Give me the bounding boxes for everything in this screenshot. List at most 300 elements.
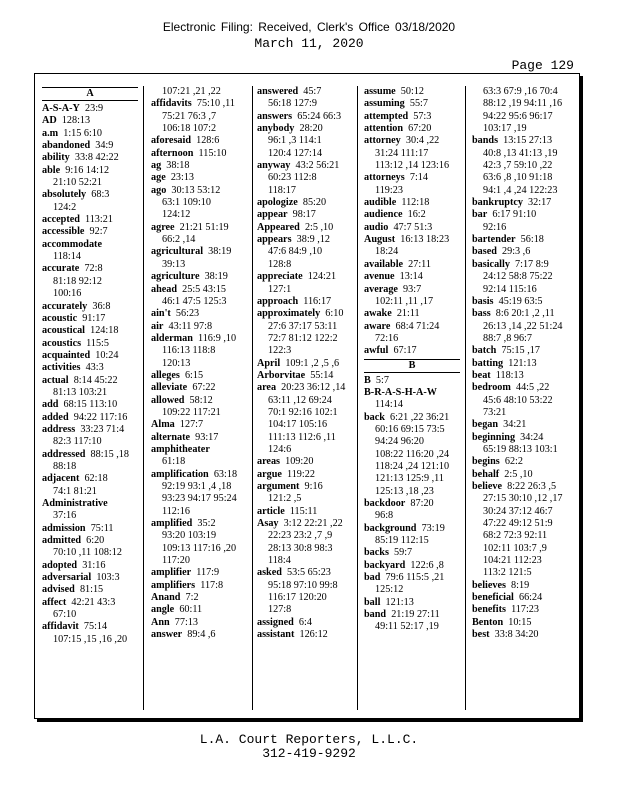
index-term: appears: [257, 234, 292, 246]
page-line-refs: 67:22: [192, 382, 216, 394]
index-term: began: [472, 419, 499, 431]
index-continuation: [257, 345, 353, 357]
page-line-refs: 47:7 51:3: [393, 221, 433, 233]
index-entry: [151, 580, 247, 592]
index-term: accurately: [42, 300, 88, 312]
index-entry: [257, 209, 353, 221]
page-line-refs: 124:2: [53, 201, 77, 213]
footer: [0, 733, 618, 761]
index-entry: [151, 160, 247, 172]
index-term: amplification: [151, 468, 209, 480]
page-line-refs: 74:1 81:21: [53, 485, 97, 497]
index-entry: [42, 140, 138, 152]
index-term: alternate: [151, 431, 191, 443]
index-continuation: [257, 604, 353, 616]
index-entry: [364, 523, 460, 535]
index-continuation: [42, 547, 138, 559]
index-continuation: [364, 510, 460, 522]
page-line-refs: 67:20: [408, 123, 432, 135]
page-line-refs: 88:7 ,8 96:7: [483, 332, 532, 344]
index-entry: [364, 597, 460, 609]
page-line-refs: 72:8: [84, 263, 103, 275]
index-entry: [472, 580, 568, 592]
index-entry: [257, 123, 353, 135]
index-term: accessible: [42, 226, 85, 238]
page-line-refs: 63:6 ,8 ,10 91:18: [483, 172, 553, 184]
index-continuation: [364, 148, 460, 160]
page-line-refs: 125:13 ,18 ,23: [375, 485, 434, 497]
page-line-refs: 42:3 ,7 59:10 ,22: [483, 160, 553, 172]
page-line-refs: 2:5 ,10: [504, 468, 533, 480]
page-line-refs: 128:13: [61, 115, 91, 127]
index-term: ag: [151, 160, 162, 172]
page-line-refs: 92:19 93:1 ,4 ,18: [162, 481, 232, 492]
page-line-refs: 111:13 112:6 ,11: [268, 431, 336, 443]
index-term: April: [257, 357, 281, 369]
page-line-refs: 121:2 ,5: [268, 493, 302, 505]
index-term: based: [472, 246, 497, 258]
index-term: Asay: [257, 518, 279, 530]
index-continuation: [151, 296, 247, 308]
index-continuation: [472, 518, 568, 530]
index-continuation: [364, 584, 460, 596]
page-line-refs: 118:24 ,24 121:10: [375, 460, 450, 472]
page-line-refs: 121:13: [508, 357, 537, 369]
index-entry: [472, 469, 568, 481]
index-term: answers: [257, 110, 293, 122]
page-line-refs: 33:8 42:22: [74, 152, 119, 164]
index-term: bartender: [472, 234, 516, 246]
index-term: add: [42, 399, 59, 411]
index-entry: [42, 535, 138, 547]
page-number: Page 129: [511, 58, 574, 73]
page-line-refs: 92:16: [483, 221, 507, 233]
page-line-refs: 109:13 117:16 ,20: [162, 542, 237, 554]
index-continuation: [472, 333, 568, 345]
page-line-refs: 107:15 ,15 ,16 ,20: [53, 633, 128, 645]
index-entry: [151, 148, 247, 160]
index-entry: [151, 333, 247, 345]
index-continuation: [257, 284, 353, 296]
page-line-refs: 5:7: [375, 374, 389, 386]
index-entry: [257, 506, 353, 518]
index-continuation: [151, 530, 247, 542]
page-line-refs: 128:6: [196, 135, 220, 147]
page-line-refs: 109:22 117:21: [162, 406, 221, 418]
index-entry: [472, 370, 568, 382]
index-term: anybody: [257, 123, 295, 135]
page-line-refs: 21:19 27:11: [391, 609, 440, 621]
page-line-refs: 21:10 52:21: [53, 177, 102, 189]
index-continuation: [42, 177, 138, 189]
index-continuation: [257, 444, 353, 456]
page-line-refs: 27:6 37:17 53:11: [268, 320, 338, 332]
index-continuation: [42, 510, 138, 522]
index-entry: [151, 567, 247, 579]
index-term: absolutely: [42, 189, 87, 201]
index-entry: [257, 481, 353, 493]
index-entry: [364, 111, 460, 123]
index-entry: [472, 592, 568, 604]
page-line-refs: 114:14: [375, 399, 403, 411]
index-continuation: [257, 172, 353, 184]
index-entry: [42, 597, 138, 609]
index-term: background: [364, 522, 417, 534]
page-line-refs: 62:18: [84, 473, 108, 485]
index-term: adopted: [42, 559, 78, 571]
index-term: agricultural: [151, 246, 204, 258]
index-term: bedroom: [472, 382, 511, 394]
index-term: adjacent: [42, 473, 80, 485]
page-line-refs: 113:21: [85, 214, 113, 226]
index-continuation: [42, 461, 138, 473]
index-continuation: [364, 449, 460, 461]
page-line-refs: 60:11: [179, 604, 203, 616]
index-term: believe: [472, 481, 502, 492]
index-continuation: [364, 461, 460, 473]
index-entry: [151, 135, 247, 147]
index-term: ain't: [151, 308, 171, 320]
page-line-refs: 33:8 34:20: [494, 629, 539, 641]
index-entry: [151, 321, 247, 333]
page-line-refs: 89:4 ,6: [187, 629, 216, 641]
page-line-refs: 118:17: [268, 184, 296, 196]
index-term: backdoor: [364, 498, 406, 509]
page-line-refs: 38:18: [166, 160, 190, 172]
index-continuation: [472, 86, 568, 98]
index-entry: [42, 350, 138, 362]
page-line-refs: 72:16: [375, 332, 399, 344]
index-continuation: [151, 234, 247, 246]
index-column-1: [42, 86, 138, 646]
index-entry: [42, 226, 138, 238]
page-line-refs: 31:16: [82, 559, 106, 571]
index-entry: [42, 498, 138, 510]
page-line-refs: 95:18 97:10 99:8: [268, 579, 338, 591]
index-continuation: [257, 580, 353, 592]
index-entry: [257, 160, 353, 172]
page-line-refs: 34:24: [520, 431, 544, 443]
page-line-refs: 34:9: [95, 140, 114, 152]
index-continuation: [472, 321, 568, 333]
index-entry: [151, 432, 247, 444]
index-continuation: [151, 555, 247, 567]
index-entry: [42, 424, 138, 436]
page-line-refs: 45:6 48:10 53:22: [483, 394, 553, 406]
page-line-refs: 22:23 23:2 ,7 ,9: [268, 530, 333, 542]
index-term: allowed: [151, 394, 185, 406]
page-line-refs: 75:15 ,17: [501, 345, 540, 357]
index-term: attention: [364, 123, 404, 135]
page-line-refs: 65:24 66:3: [297, 110, 342, 122]
index-continuation: [257, 493, 353, 505]
index-continuation: [257, 321, 353, 333]
index-entry: [257, 86, 353, 98]
page-line-refs: 31:24 111:17: [375, 147, 429, 159]
page-line-refs: 104:21 112:23: [483, 555, 542, 567]
index-term: alleges: [151, 369, 180, 381]
page-line-refs: 117:8: [200, 579, 224, 591]
index-entry: [364, 123, 460, 135]
page-line-refs: 116:9 ,10: [197, 332, 237, 344]
index-continuation: [151, 358, 247, 370]
index-term: beat: [472, 369, 491, 381]
index-entry: [364, 547, 460, 559]
index-continuation: [42, 251, 138, 263]
index-term: awake: [364, 308, 392, 320]
index-term: best: [472, 629, 490, 641]
index-entry: [364, 375, 460, 387]
index-term: anyway: [257, 160, 291, 172]
page-line-refs: 43:3: [85, 362, 104, 374]
index-term: activities: [42, 362, 81, 374]
index-term: backyard: [364, 559, 406, 571]
index-term: bad: [364, 572, 381, 584]
page-line-refs: 60:16 69:15 73:5: [375, 423, 445, 435]
index-entry: [257, 271, 353, 283]
index-continuation: [151, 209, 247, 221]
index-continuation: [472, 395, 568, 407]
page-line-refs: 56:23: [175, 308, 200, 320]
page-line-refs: 6:15: [184, 369, 204, 381]
index-column-5: [472, 86, 568, 641]
index-term: Arborvitae: [257, 369, 306, 381]
index-continuation: [257, 98, 353, 110]
index-entry: [42, 313, 138, 325]
page-line-refs: 33:23 71:4: [80, 423, 125, 435]
index-continuation: [151, 481, 247, 493]
page-line-refs: 127:1: [268, 283, 292, 295]
index-term: acoustic: [42, 312, 78, 324]
index-term: Ann: [151, 616, 170, 628]
index-continuation: [257, 407, 353, 419]
index-term: AD: [42, 115, 57, 127]
index-entry: [151, 592, 247, 604]
page-line-refs: 38:19: [208, 246, 232, 258]
index-continuation: [364, 160, 460, 172]
page-line-refs: 67:17: [393, 345, 417, 357]
page-line-refs: 94:24 96:20: [375, 436, 424, 448]
index-term: assigned: [257, 616, 294, 628]
page-line-refs: 42:21 43:3: [71, 596, 116, 608]
index-term: accurate: [42, 263, 80, 275]
index-entry: [42, 338, 138, 350]
index-entry: [42, 399, 138, 411]
index-term: behalf: [472, 468, 500, 480]
page-line-refs: 56:18 127:9: [268, 98, 317, 110]
index-term: area: [257, 382, 277, 394]
page-line-refs: 102:11 103:7 ,9: [483, 542, 547, 554]
index-entry: [364, 498, 460, 510]
index-entry: [472, 234, 568, 246]
index-term: audience: [364, 209, 403, 221]
index-continuation: [151, 506, 247, 518]
index-term: asked: [257, 567, 282, 579]
index-term: address: [42, 423, 76, 435]
page-line-refs: 124:21: [307, 271, 337, 283]
index-term: areas: [257, 456, 281, 468]
index-continuation: [472, 185, 568, 197]
index-entry: [42, 621, 138, 633]
index-entry: [257, 308, 353, 320]
index-continuation: [472, 271, 568, 283]
index-entry: [364, 387, 460, 399]
index-term: available: [364, 258, 404, 270]
index-continuation: [257, 592, 353, 604]
index-continuation: [151, 259, 247, 271]
index-term: ago: [151, 184, 167, 196]
page-line-refs: 30:24 37:12 46:7: [483, 505, 553, 517]
page-line-refs: 72:7 81:12 122:2: [268, 332, 338, 344]
page-line-refs: 46:1 47:5 125:3: [162, 295, 227, 307]
index-term: acquainted: [42, 349, 91, 361]
index-continuation: [42, 387, 138, 399]
column-divider: [143, 86, 144, 710]
index-term: actual: [42, 374, 69, 386]
index-entry: [151, 172, 247, 184]
index-entry: [472, 604, 568, 616]
index-entry: [472, 382, 568, 394]
index-term: a.m: [42, 127, 59, 139]
index-entry: [151, 469, 247, 481]
page-line-refs: 119:23: [375, 184, 403, 196]
page-line-refs: 88:15 ,18: [90, 448, 129, 460]
page-line-refs: 20:23 36:12 ,14: [281, 382, 346, 394]
page-line-refs: 58:12: [189, 394, 213, 406]
page-line-refs: 43:11 97:8: [168, 320, 213, 332]
index-entry: [472, 246, 568, 258]
page-line-refs: 73:21: [483, 406, 507, 418]
page-line-refs: 25:5 43:15: [182, 283, 227, 295]
page-line-refs: 115:11: [289, 505, 318, 517]
page-line-refs: 24:12 58:8 75:22: [483, 271, 553, 283]
page-line-refs: 120:13: [162, 357, 191, 369]
index-entry: [42, 301, 138, 313]
index-term: basically: [472, 258, 510, 270]
index-term: answer: [151, 629, 183, 641]
index-entry: [364, 308, 460, 320]
index-term: addressed: [42, 448, 86, 460]
page-line-refs: 103:3: [96, 572, 120, 584]
index-term: Appeared: [257, 221, 300, 233]
index-term: batting: [472, 357, 504, 369]
index-entry: [472, 259, 568, 271]
page-line-refs: 115:5: [86, 337, 109, 349]
page-line-refs: 10:24: [95, 349, 119, 361]
index-continuation: [364, 473, 460, 485]
index-continuation: [151, 123, 247, 135]
page-line-refs: 124:18: [90, 325, 119, 337]
index-entry: [151, 617, 247, 629]
page-line-refs: 92:7: [89, 226, 108, 238]
page-line-refs: 8:14 45:22: [73, 374, 118, 386]
index-term: ball: [364, 596, 381, 608]
index-continuation: [42, 276, 138, 288]
index-entry: [151, 185, 247, 197]
index-continuation: [151, 543, 247, 555]
index-entry: [42, 165, 138, 177]
index-entry: [472, 209, 568, 221]
index-term: assistant: [257, 629, 295, 641]
index-entry: [364, 135, 460, 147]
page-line-refs: 116:17 120:20: [268, 592, 327, 604]
page-line-refs: 28:20: [299, 123, 323, 135]
page-line-refs: 1:15 6:10: [63, 127, 103, 139]
index-term: admission: [42, 522, 86, 534]
index-term: A-S-A-Y: [42, 103, 80, 114]
index-column-4: [364, 86, 460, 634]
index-continuation: [151, 456, 247, 468]
index-entry: [42, 560, 138, 572]
page-line-refs: 57:3: [413, 110, 432, 122]
index-entry: [472, 135, 568, 147]
page-line-refs: 81:18 92:12: [53, 275, 102, 287]
page-line-refs: 85:19 112:15: [375, 535, 429, 547]
index-continuation: [472, 530, 568, 542]
index-term: believes: [472, 579, 506, 591]
index-entry: [257, 518, 353, 530]
page-line-refs: 87:20: [410, 498, 434, 509]
index-entry: [151, 308, 247, 320]
index-continuation: [472, 506, 568, 518]
page-line-refs: 47:6 84:9 ,10: [268, 246, 323, 258]
page-line-refs: 94:1 ,4 ,24 122:23: [483, 184, 558, 196]
page-line-refs: 29:3 ,6: [502, 246, 531, 258]
page-line-refs: 30:13 53:12: [171, 184, 221, 196]
page-line-refs: 82:3 117:10: [53, 436, 102, 448]
index-term: band: [364, 609, 387, 621]
index-continuation: [151, 407, 247, 419]
page-line-refs: 26:13 ,14 ,22 51:24: [483, 320, 563, 332]
page-line-refs: 106:18 107:2: [162, 123, 217, 135]
index-entry: [364, 86, 460, 98]
index-entry: [257, 222, 353, 234]
index-entry: [472, 308, 568, 320]
index-term: article: [257, 505, 285, 517]
index-entry: [364, 412, 460, 424]
page-line-refs: 36:8: [92, 300, 111, 312]
page-line-refs: 100:16: [53, 288, 82, 300]
page-line-refs: 45:7: [303, 86, 322, 97]
index-entry: [472, 456, 568, 468]
index-term: added: [42, 411, 69, 423]
index-entry: [42, 189, 138, 201]
page-line-refs: 120:4 127:14: [268, 147, 323, 159]
court-reporter-name: L.A. Court Reporters, L.L.C.: [199, 732, 419, 747]
index-entry: [151, 98, 247, 110]
index-entry: [364, 560, 460, 572]
index-entry: [151, 222, 247, 234]
page-line-refs: 77:13: [174, 616, 199, 628]
page-line-refs: 55:14: [310, 369, 334, 381]
page-line-refs: 68:3: [91, 189, 110, 201]
page-line-refs: 62:2: [504, 456, 523, 468]
index-entry: [151, 271, 247, 283]
index-entry: [151, 518, 247, 530]
index-entry: [151, 284, 247, 296]
index-term: assume: [364, 86, 396, 97]
index-entry: [151, 382, 247, 394]
page-line-refs: 38:9 ,12: [296, 234, 331, 246]
hearing-date: March 11, 2020: [254, 36, 364, 51]
index-term: amplifiers: [151, 579, 196, 591]
page-line-refs: 18:24: [375, 246, 399, 258]
page-line-refs: 6:21 ,22 36:21: [390, 411, 450, 423]
page-line-refs: 40:8 ,13 41:13 ,19: [483, 147, 558, 159]
page-line-refs: 96:8: [375, 510, 394, 522]
index-column-3: [257, 86, 353, 641]
index-term: August: [364, 234, 396, 246]
